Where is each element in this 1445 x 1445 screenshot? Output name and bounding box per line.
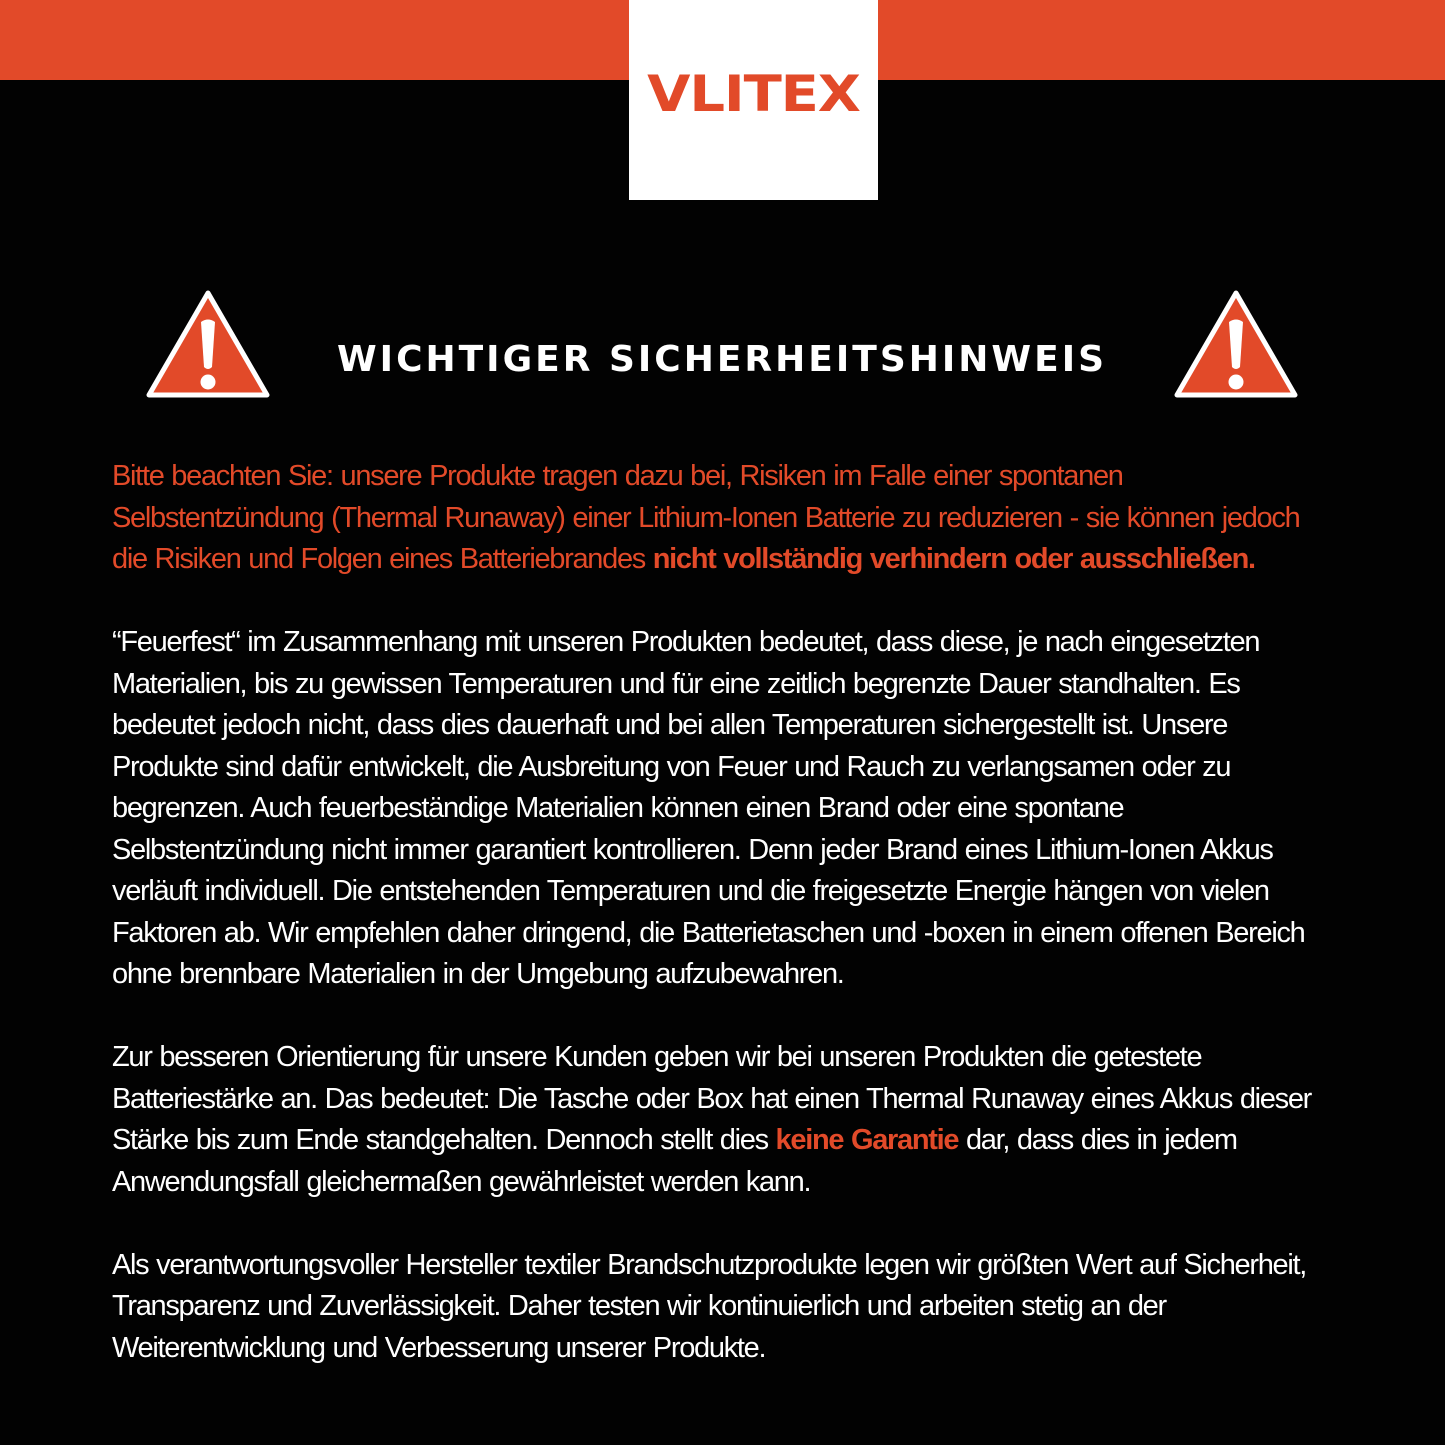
warning-triangle-icon <box>1171 287 1301 405</box>
battery-rating-text-end: dar, dass dies in jedem Anwendungsfall gleichermaßen gewährleistet werden kann. <box>112 1124 1237 1198</box>
fireproof-definition-paragraph: “Feuerfest“ im Zusammenhang mit unseren Produkten bedeutet, dass diese, je nach eingesetzten Materialien, bis zu gewissen Temperaturen und für eine zeitlich begrenzte Dauer standhalten. Es bedeutet jedoch nicht, dass dies dauerhaft und bei allen Temperaturen sichergestellt ist. Unsere Produkte sind dafür entwickelt, die Ausbreitung von Feuer und Rauch zu verlangsamen oder zu begrenzen. Auch feuerbeständige Materialien können einen Brand oder eine spontane Selbstentzündung nicht immer garantiert kontrollieren. Denn jeder Brand eines Lithium-Ionen Akkus verläuft individuell. Die entstehenden Temperaturen und die freigesetzte Energie hängen von vielen Faktoren ab. Wir empfehlen daher dringend, die Batterietaschen und -boxen in einem offenen Bereich ohne brennbare Materialien in der Umgebung aufzubewahren. <box>112 626 1305 990</box>
page-title: WICHTIGER SICHERHEITSHINWEIS <box>336 339 1108 380</box>
logo-box <box>629 0 878 200</box>
battery-rating-text: Zur besseren Orientierung für unsere Kunden geben wir bei unseren Produkten die getestete Batteriestärke an. Das bedeutet: Die Tasche oder Box hat einen Thermal Runaway eines Akkus dieser Stärke bis zum Ende standgehalten. Dennoch stellt dies <box>112 1041 1312 1156</box>
brand-logo: VLITEX <box>647 65 860 123</box>
warning-emphasis: nicht vollständig verhindern oder ausschließen. <box>652 543 1255 575</box>
safety-notice-body <box>112 456 1334 1369</box>
warning-text: Bitte beachten Sie: unsere Produkte tragen dazu bei, Risiken im Falle einer spontanen Selbstentzündung (Thermal Runaway) einer Lithium-Ionen Batterie zu reduzieren - sie können jedoch die Risiken und Folgen eines Batteriebrandes <box>112 460 1300 575</box>
warning-triangle-icon <box>143 287 273 405</box>
manufacturer-statement-paragraph: Als verantwortungsvoller Hersteller textiler Brandschutzprodukte legen wir größten Wert auf Sicherheit, Transparenz und Zuverlässigkeit. Daher testen wir kontinuierlich und arbeiten stetig an der Weiterentwicklung und Verbesserung unserer Produkte. <box>112 1248 1307 1364</box>
warning-paragraph <box>112 456 1334 581</box>
battery-rating-paragraph <box>112 1037 1334 1203</box>
no-guarantee-emphasis: keine Garantie <box>775 1124 959 1156</box>
